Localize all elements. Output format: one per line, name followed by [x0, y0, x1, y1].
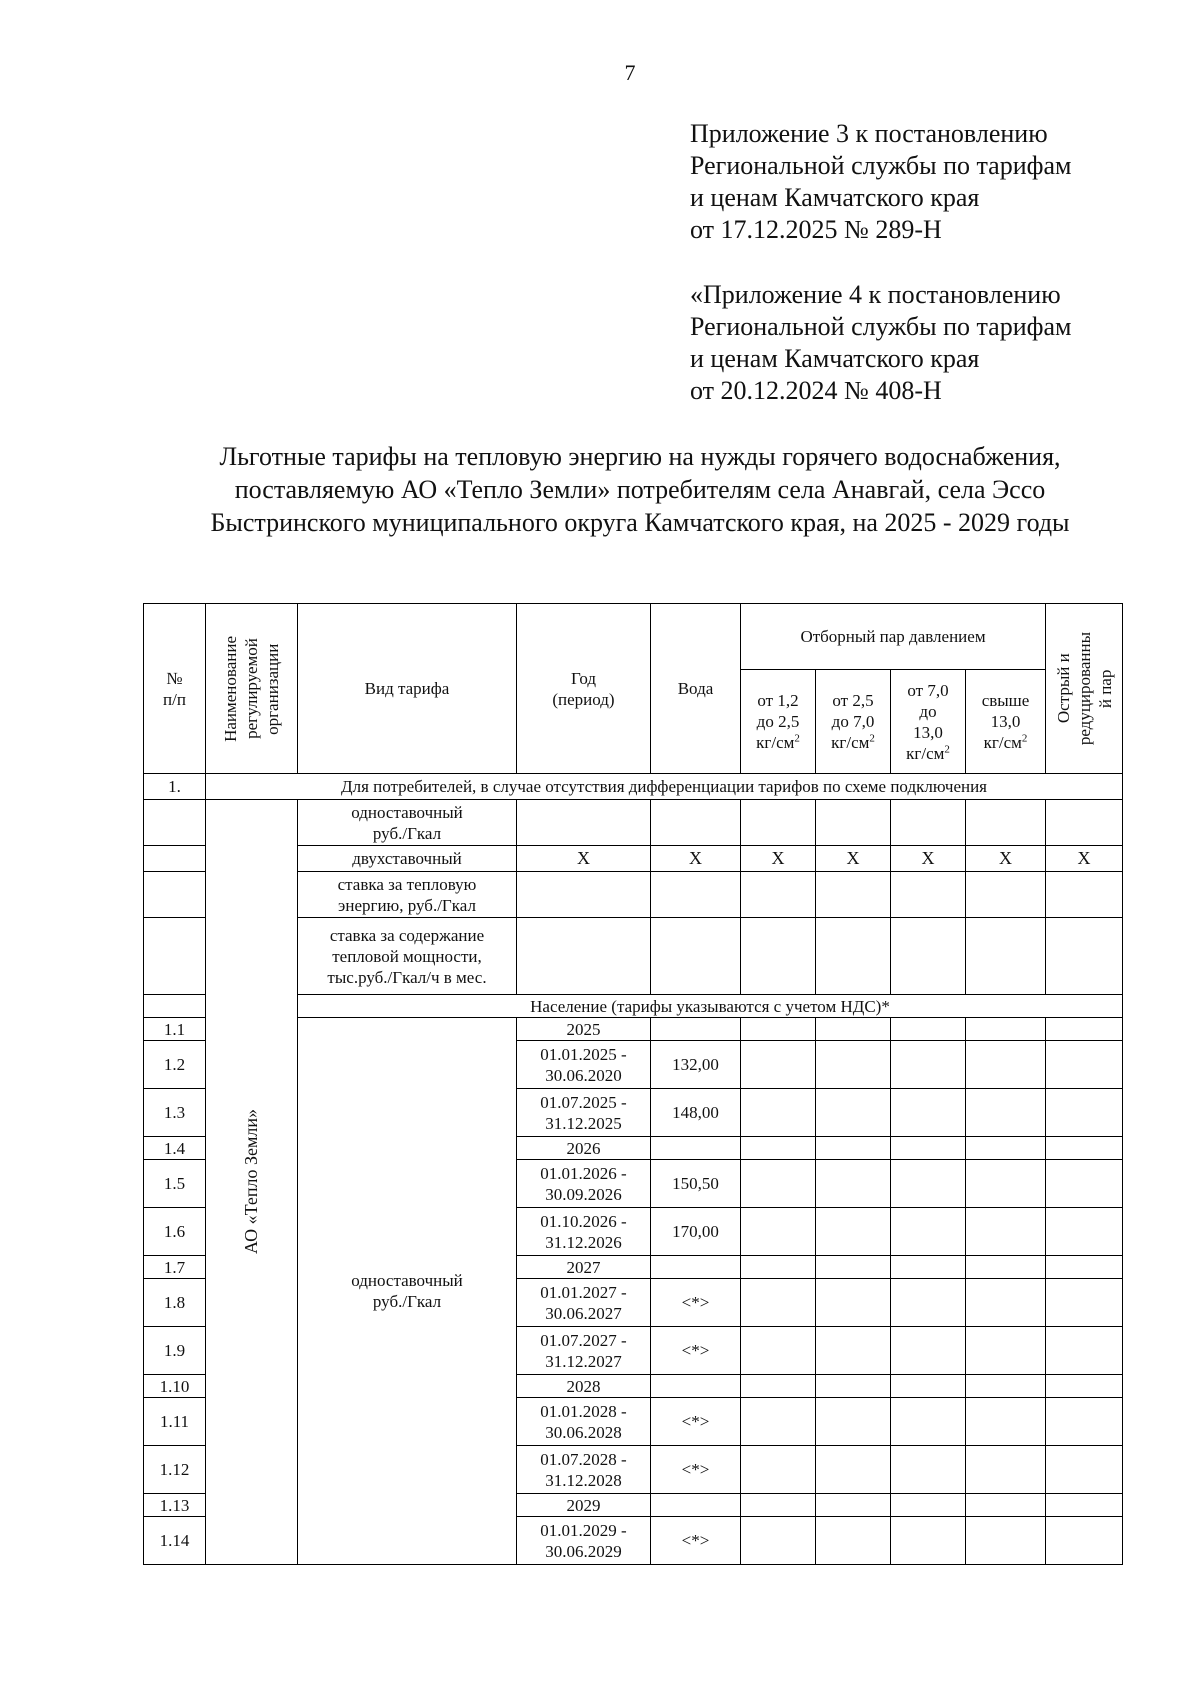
x-mark: X: [1046, 846, 1123, 872]
water-value: 150,50: [651, 1160, 741, 1208]
row-number: 1.7: [144, 1256, 206, 1279]
header-period: Год (период): [517, 604, 651, 774]
header-steam-group: Отборный пар давлением: [741, 604, 1046, 670]
organization-cell: АО «Тепло Земли»: [206, 800, 298, 1565]
row-number: [144, 995, 206, 1018]
appendix-line: и ценам Камчатского края: [690, 183, 980, 212]
appendix-line: Региональной службы по тарифам: [690, 312, 1072, 341]
period-cell: 2028: [517, 1375, 651, 1398]
period-cell: 01.10.2026 - 31.12.2026: [517, 1208, 651, 1256]
period-cell: 01.01.2028 - 30.06.2028: [517, 1398, 651, 1446]
period-cell: 01.07.2025 - 31.12.2025: [517, 1089, 651, 1137]
x-mark: X: [891, 846, 966, 872]
water-value: [651, 1137, 741, 1160]
row-number: 1.10: [144, 1375, 206, 1398]
tariff-label: двухставочный: [298, 846, 517, 872]
water-value: [651, 1256, 741, 1279]
period-cell: 01.01.2027 - 30.06.2027: [517, 1279, 651, 1327]
period-cell: 01.01.2029 - 30.06.2029: [517, 1517, 651, 1565]
header-organization: Наименование регулируемой организации: [206, 604, 298, 774]
section-title: Для потребителей, в случае отсутствия дифференциации тарифов по схеме подключения: [206, 774, 1123, 800]
appendix-line: от 17.12.2025 № 289-Н: [690, 215, 942, 244]
period-cell: 01.01.2026 - 30.09.2026: [517, 1160, 651, 1208]
water-value: <*>: [651, 1398, 741, 1446]
appendix-line: «Приложение 4 к постановлению: [690, 280, 1061, 309]
section-number: 1.: [144, 774, 206, 800]
row-number: [144, 800, 206, 846]
x-mark: X: [517, 846, 651, 872]
period-cell: 01.07.2028 - 31.12.2028: [517, 1446, 651, 1494]
x-mark: X: [816, 846, 891, 872]
tariff-label: ставка за содержание тепловой мощности, тыс.руб./Гкал/ч в мес.: [298, 918, 517, 995]
period-cell: 2025: [517, 1018, 651, 1041]
row-number: 1.14: [144, 1517, 206, 1565]
water-value: <*>: [651, 1517, 741, 1565]
row-number: 1.9: [144, 1327, 206, 1375]
row-number: 1.4: [144, 1137, 206, 1160]
tariff-table: [143, 603, 1123, 1565]
water-value: 132,00: [651, 1041, 741, 1089]
row-number: 1.3: [144, 1089, 206, 1137]
title-line: Льготные тарифы на тепловую энергию на нужды горячего водоснабжения,: [219, 442, 1061, 471]
population-header: Население (тарифы указываются с учетом НДС)*: [298, 995, 1123, 1018]
appendix-line: от 20.12.2024 № 408-Н: [690, 376, 942, 405]
header-steam-3: от 7,0 до 13,0 $кг/см^2$: [891, 670, 966, 774]
appendix-line: и ценам Камчатского края: [690, 344, 980, 373]
appendix-previous: [690, 279, 1071, 407]
header-steam-1: от 1,2 до 2,5 $кг/см^2$: [741, 670, 816, 774]
water-value: <*>: [651, 1327, 741, 1375]
row-number: 1.6: [144, 1208, 206, 1256]
appendix-line: Приложение 3 к постановлению: [690, 119, 1048, 148]
row-number: 1.12: [144, 1446, 206, 1494]
x-mark: X: [741, 846, 816, 872]
water-value: <*>: [651, 1279, 741, 1327]
single-rate-label: одноставочный руб./Гкал: [298, 1018, 517, 1565]
x-mark: X: [966, 846, 1046, 872]
header-number: № п/п: [144, 604, 206, 774]
header-water: Вода: [651, 604, 741, 774]
tariff-label: одноставочный руб./Гкал: [298, 800, 517, 846]
row-number: 1.8: [144, 1279, 206, 1327]
row-number: 1.1: [144, 1018, 206, 1041]
header-steam-2: от 2,5 до 7,0 $кг/см^2$: [816, 670, 891, 774]
water-value: [651, 1375, 741, 1398]
period-cell: 2026: [517, 1137, 651, 1160]
period-cell: 2027: [517, 1256, 651, 1279]
row-number: 1.11: [144, 1398, 206, 1446]
water-value: 170,00: [651, 1208, 741, 1256]
header-tariff-type: Вид тарифа: [298, 604, 517, 774]
row-number: 1.5: [144, 1160, 206, 1208]
tariff-label: ставка за тепловую энергию, руб./Гкал: [298, 872, 517, 918]
page-number: 7: [624, 60, 636, 85]
row-number: 1.13: [144, 1494, 206, 1517]
header-sharp-steam: Острый и редуцированны й пар: [1046, 604, 1123, 774]
title-line: поставляемую АО «Тепло Земли» потребителям села Анавгай, села Эссо: [234, 475, 1046, 504]
row-number: [144, 918, 206, 995]
x-mark: X: [651, 846, 741, 872]
appendix-current: [690, 118, 1071, 246]
period-cell: 01.07.2027 - 31.12.2027: [517, 1327, 651, 1375]
appendix-line: Региональной службы по тарифам: [690, 151, 1072, 180]
period-cell: 01.01.2025 - 30.06.2020: [517, 1041, 651, 1089]
water-value: [651, 1018, 741, 1041]
title-line: Быстринского муниципального округа Камчатского края, на 2025 - 2029 годы: [210, 508, 1070, 537]
header-steam-4: свыше 13,0 $кг/см^2$: [966, 670, 1046, 774]
water-value: [651, 1494, 741, 1517]
water-value: <*>: [651, 1446, 741, 1494]
period-cell: 2029: [517, 1494, 651, 1517]
row-number: [144, 872, 206, 918]
document-title: [140, 440, 1140, 539]
water-value: 148,00: [651, 1089, 741, 1137]
row-number: 1.2: [144, 1041, 206, 1089]
row-number: [144, 846, 206, 872]
